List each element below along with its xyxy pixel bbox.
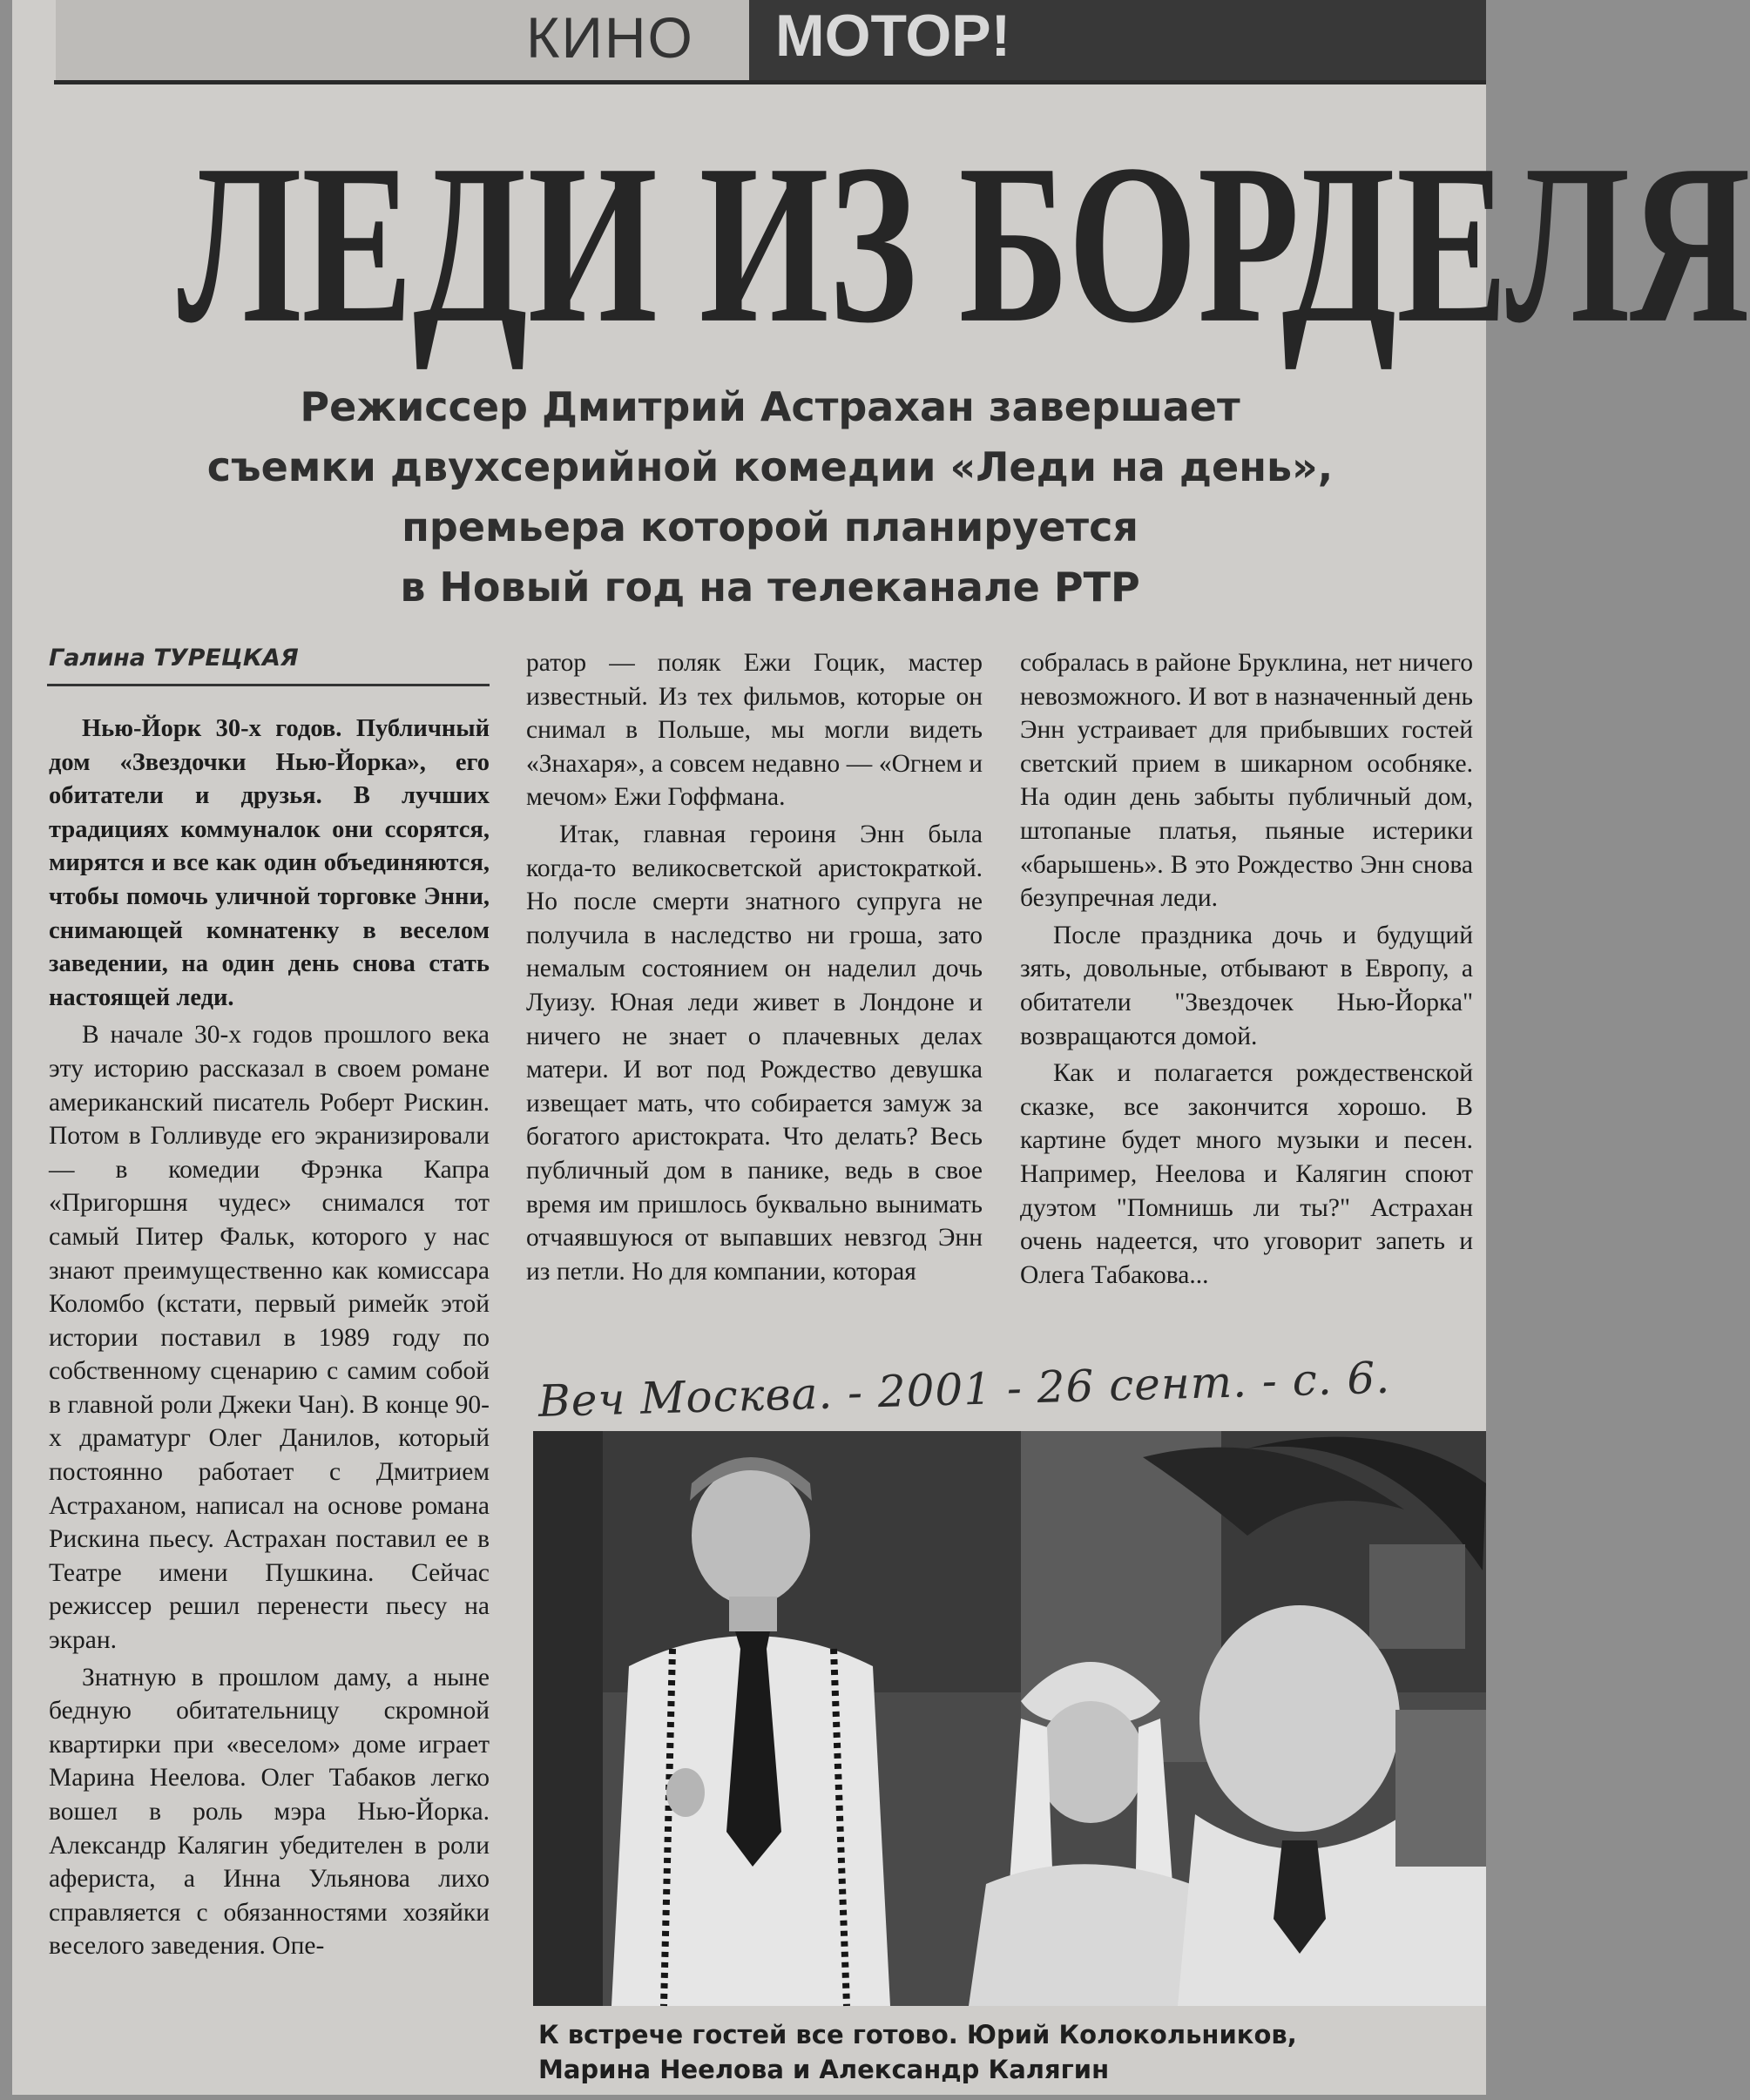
paragraph: Знатную в прошлом даму, а ныне бедную обитательницу скромной квартирки при «веселом» доме играет Марина Неелова. Олег Табаков легко вошел в роль мэра Нью-Йорка. Александр Калягин убедителен в роли афериста, а Инна Ульянова лихо справляется с обязанностями хозяйки веселого заведения. Опе- <box>49 1663 490 1961</box>
caption-line: Марина Неелова и Александр Калягин <box>538 2055 1110 2084</box>
handwritten-source-note: Веч Москва. - 2001 - 26 сент. - с. 6. <box>537 1352 1391 1427</box>
subhead-line: в Новый год на телеканале РТР <box>400 564 1140 611</box>
byline-rule <box>47 684 490 686</box>
subheadline <box>64 377 1476 618</box>
subhead-line: Режиссер Дмитрий Астрахан завершает <box>300 383 1240 430</box>
caption-line: К встрече гостей все готово. Юрий Колокольников, <box>538 2020 1297 2049</box>
paragraph: ратор — поляк Ежи Гоцик, мастер известный. Из тех фильмов, которые он снимал в Польше, мы могли видеть «Знахаря», а совсем недавно — «Огнем и мечом» Ежи Гоффмана. <box>526 649 983 812</box>
newspaper-clipping <box>12 0 1750 2095</box>
article-column-2 <box>526 646 983 1288</box>
article-photo <box>533 1431 1486 2006</box>
byline: Галина ТУРЕЦКАЯ <box>49 645 299 672</box>
paragraph: собралась в районе Бруклина, нет ничего невозможного. И вот в назначенный день Энн устраивает для прибывших гостей светский прием в шикарном особняке. На один день забыты публичный дом, штопаные платья, пьяные истерики «барышень». В это Рождество Энн снова безупречная леди. <box>1020 649 1473 913</box>
paragraph: После праздника дочь и будущий зять, довольные, отбывают в Европу, а обитатели "Звездочек Нью-Йорка" возвращаются домой. <box>1020 921 1473 1050</box>
paragraph: В начале 30-х годов прошлого века эту историю рассказал в своем романе американский писатель Роберт Рискин. Потом в Голливуде его экранизировали — в комедии Фрэнка Капра «Пригоршня чудес» снимался тот самый Питер Фальк, которого у нас знают преимущественно как комиссара Коломбо (кстати, первый римейк этой истории поставил в 1989 году по собственному сценарию с самим собой в главной роли Джеки Чан). В конце 90-х драматург Олег Данилов, который постоянно работает с Дмитрием Астраханом, написал на основе романа Рискина пьесу. Астрахан поставил ее в Театре имени Пушкина. Сейчас режиссер решил перенести пьесу на экран. <box>49 1021 490 1655</box>
paragraph: Итак, главная героиня Энн была когда-то великосветской аристократкой. Но после смерти знатного супруга не получила в наследство ни гроша, зато немалым состоянием он наделил дочь Луизу. Юная леди живет в Лондоне и ничего не знает о плачевных делах матери. И вот под Рождество девушка извещает мать, что собирается замуж за богатого аристократа. Что делать? Весь публичный дом в панике, ведь в свое время им пришлось буквально вынимать отчаявшуюся от выпавших невзгод Энн из петли. Но для компании, которая <box>526 820 983 1286</box>
paragraph: Как и полагается рождественской сказке, все закончится хорошо. В картине будет много музыки и песен. Например, Неелова и Калягин споют дуэтом "Помнишь ли ты?" Астрахан очень надеется, что уговорит запеть и Олега Табакова... <box>1020 1059 1473 1289</box>
headline: ЛЕДИ ИЗ БОРДЕЛЯ <box>177 118 1750 371</box>
rubric-rule <box>54 80 1486 84</box>
lead-paragraph: Нью-Йорк 30-х годов. Публичный дом «Звездочки Нью-Йорка», его обитатели и друзья. В лучших традициях коммуналок они ссорятся, мирятся и все как один объединяются, чтобы помочь уличной торговке Энни, снимающей комнатенку в веселом заведении, на один день снова стать настоящей леди. <box>49 715 490 1011</box>
subhead-line: премьера которой планируется <box>402 503 1139 550</box>
photo-caption <box>538 2017 1479 2087</box>
article-column-3 <box>1020 646 1473 1292</box>
article-column-1 <box>49 712 490 1963</box>
rubric-motor: МОТОР! <box>775 3 1011 69</box>
subhead-line: съемки двухсерийной комедии «Леди на день», <box>206 443 1334 490</box>
rubric-kino: КИНО <box>526 5 694 70</box>
